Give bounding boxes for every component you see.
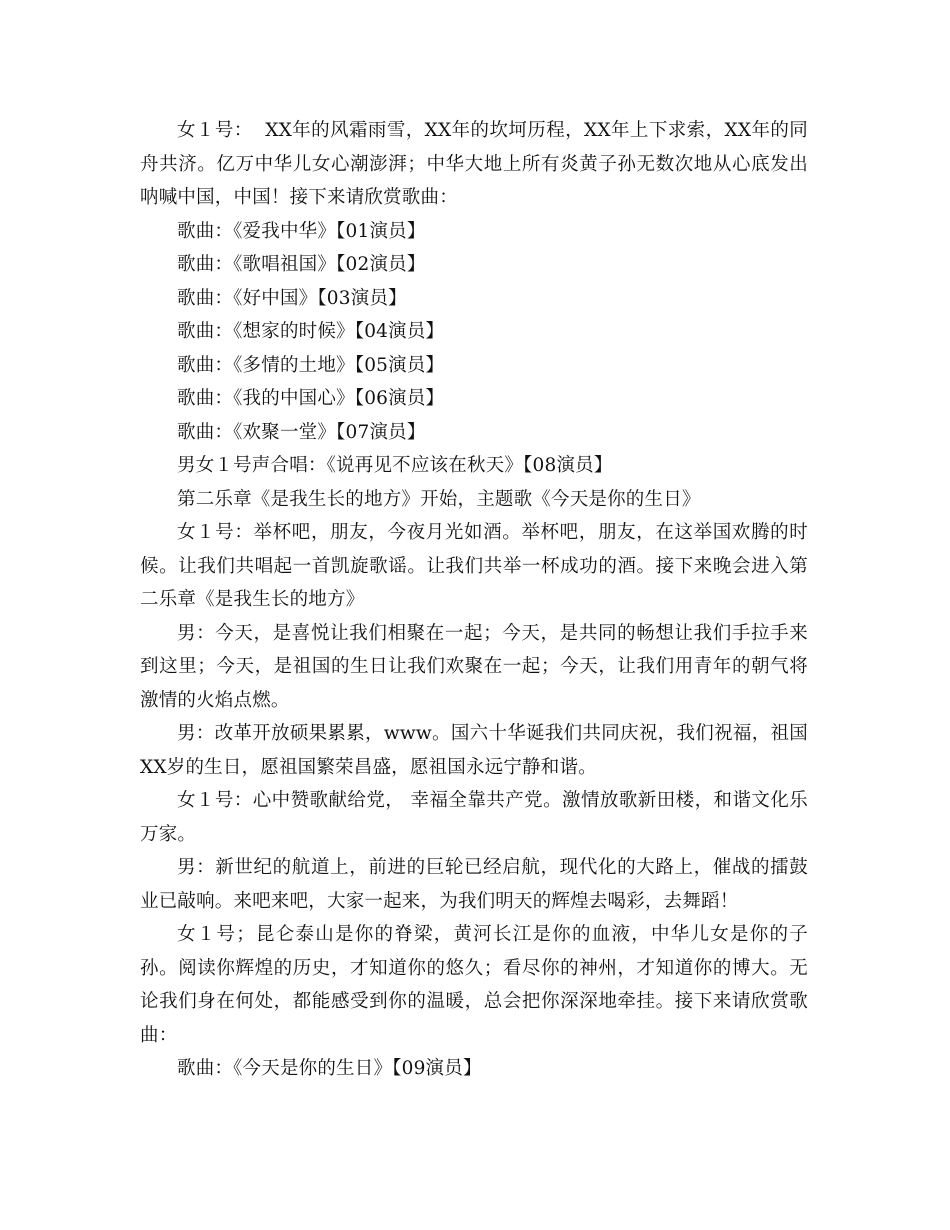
paragraph-male-host-reform: 男：改革开放硕果累累，www。国六十华诞我们共同庆祝，我们祝福，祖国XX岁的生日，愿祖国繁荣昌盛，愿祖国永远宁静和谐。 (140, 723, 808, 778)
song-item-02: 歌曲：《歌唱祖国》【02演员】 (177, 254, 426, 275)
paragraph-opening-female-host: 女１号： XX年的风霜雨雪，XX年的坎坷历程，XX年上下求索，XX年的同舟共济。亿万中华儿女心潮澎湃；中华大地上所有炎黄子孙无数次地从心底发出呐喊中国，中国！接下来请欣赏歌曲： (140, 120, 808, 208)
song-item-09: 歌曲：《今天是你的生日》【09演员】 (177, 1058, 482, 1079)
song-item-04: 歌曲：《想家的时候》【04演员】 (177, 321, 445, 342)
paragraph-male-host-new-century: 男：新世纪的航道上，前进的巨轮已经启航，现代化的大路上，催战的擂鼓业已敲响。来吧来吧，大家一起来，为我们明天的辉煌去喝彩，去舞蹈！ (140, 857, 808, 912)
song-item-01: 歌曲：《爱我中华》【01演员】 (177, 220, 426, 242)
paragraph-female-host-toast: 女１号：举杯吧，朋友，今夜月光如酒。举杯吧，朋友，在这举国欢腾的时候。让我们共唱起一首凯旋歌谣。让我们共举一杯成功的酒。接下来晚会进入第二乐章《是我生长的地方》 (140, 522, 808, 610)
document-page (140, 114, 808, 1086)
song-item-07: 歌曲：《欢聚一堂》【07演员】 (177, 421, 426, 443)
song-item-05: 歌曲：《多情的土地》【05演员】 (177, 354, 445, 376)
paragraph-male-host-today: 男：今天，是喜悦让我们相聚在一起；今天，是共同的畅想让我们手拉手来到这里；今天，是祖国的生日让我们欢聚在一起；今天，让我们用青年的朝气将激情的火焰点燃。 (140, 622, 808, 711)
song-item-03: 歌曲：《好中国》【03演员】 (177, 287, 407, 309)
paragraph-female-host-kunlun: 女１号；昆仑泰山是你的脊梁，黄河长江是你的血液，中华儿女是你的子孙。阅读你辉煌的历史，才知道你的悠久；看尽你的神州，才知道你的博大。无论我们身在何处，都能感受到你的温暖，总会把你深深地牵挂。接下来请欣赏歌曲： (140, 924, 808, 1046)
song-item-06: 歌曲：《我的中国心》【06演员】 (177, 388, 445, 409)
chorus-item-08: 男女１号声合唱：《说再见不应该在秋天》【08演员】 (177, 455, 613, 476)
paragraph-female-host-praise: 女１号：心中赞歌献给党， 幸福全靠共产党。激情放歌新田楼，和谐文化乐万家。 (140, 790, 808, 845)
section-heading-chapter-two: 第二乐章《是我生长的地方》开始，主题歌《今天是你的生日》 (177, 488, 701, 510)
